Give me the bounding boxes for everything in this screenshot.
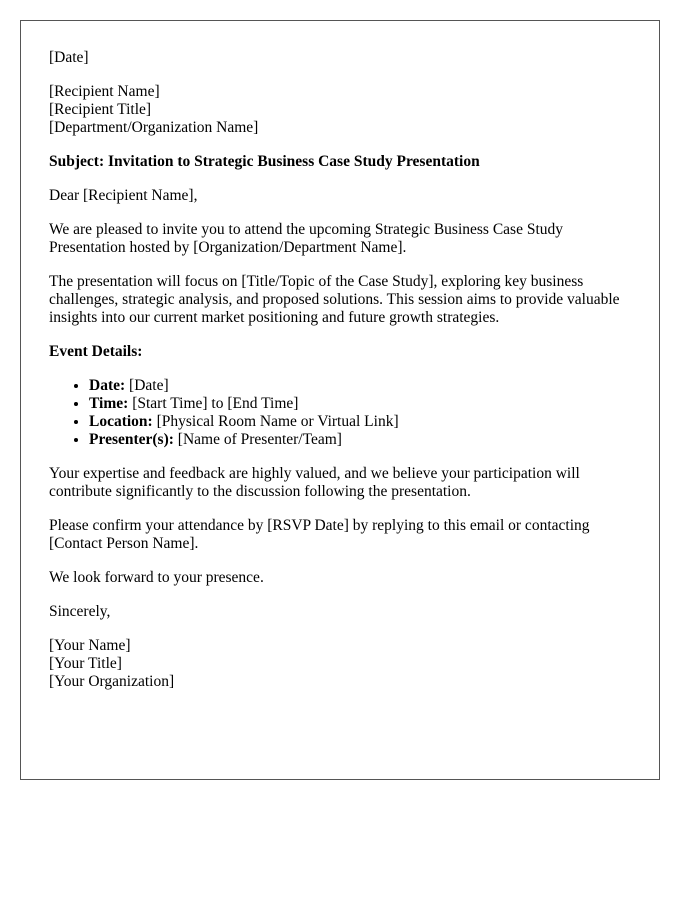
intro-paragraph: We are pleased to invite you to attend the upcoming Strategic Business Case Study Presentation hosted by [Organization/Department Name]. [49, 221, 564, 256]
focus-paragraph: The presentation will focus on [Title/Topic of the Case Study], exploring key business challenges, strategic analysis, and proposed solutions. This session aims to provide valuable insights into our current market positioning and future growth strategies. [49, 273, 620, 326]
event-detail-label: Time: [89, 395, 129, 412]
sender-block [49, 637, 631, 691]
recipient-name: [Recipient Name] [49, 83, 160, 100]
event-detail-label: Location: [89, 413, 153, 430]
event-details-heading: Event Details: [49, 343, 143, 360]
event-detail-label: Date: [89, 377, 126, 394]
event-detail-value: [Start Time] to [End Time] [128, 395, 299, 412]
letter-date: [Date] [49, 49, 89, 66]
letter-page [20, 20, 660, 780]
event-detail-value: [Date] [125, 377, 169, 394]
event-detail-value: [Physical Room Name or Virtual Link] [152, 413, 399, 430]
event-detail-presenters [89, 431, 631, 449]
recipient-block [49, 83, 631, 137]
event-detail-value: [Name of Presenter/Team] [173, 431, 342, 448]
sender-organization: [Your Organization] [49, 673, 175, 690]
signoff: Sincerely, [49, 603, 111, 620]
event-detail-time [89, 395, 631, 413]
sender-title: [Your Title] [49, 655, 122, 672]
recipient-title: [Recipient Title] [49, 101, 152, 118]
salutation: Dear [Recipient Name], [49, 187, 198, 204]
rsvp-paragraph: Please confirm your attendance by [RSVP Date] by replying to this email or contacting [Contact Person Name]. [49, 517, 590, 552]
expertise-paragraph: Your expertise and feedback are highly valued, and we believe your participation will contribute significantly to the discussion following the presentation. [49, 465, 580, 500]
event-detail-label: Presenter(s): [89, 431, 174, 448]
sender-name: [Your Name] [49, 637, 131, 654]
subject-line: Subject: Invitation to Strategic Business Case Study Presentation [49, 153, 480, 170]
event-detail-date [89, 377, 631, 395]
event-details-list [49, 377, 631, 449]
recipient-organization: [Department/Organization Name] [49, 119, 259, 136]
event-detail-location [89, 413, 631, 431]
closing-line: We look forward to your presence. [49, 569, 264, 586]
